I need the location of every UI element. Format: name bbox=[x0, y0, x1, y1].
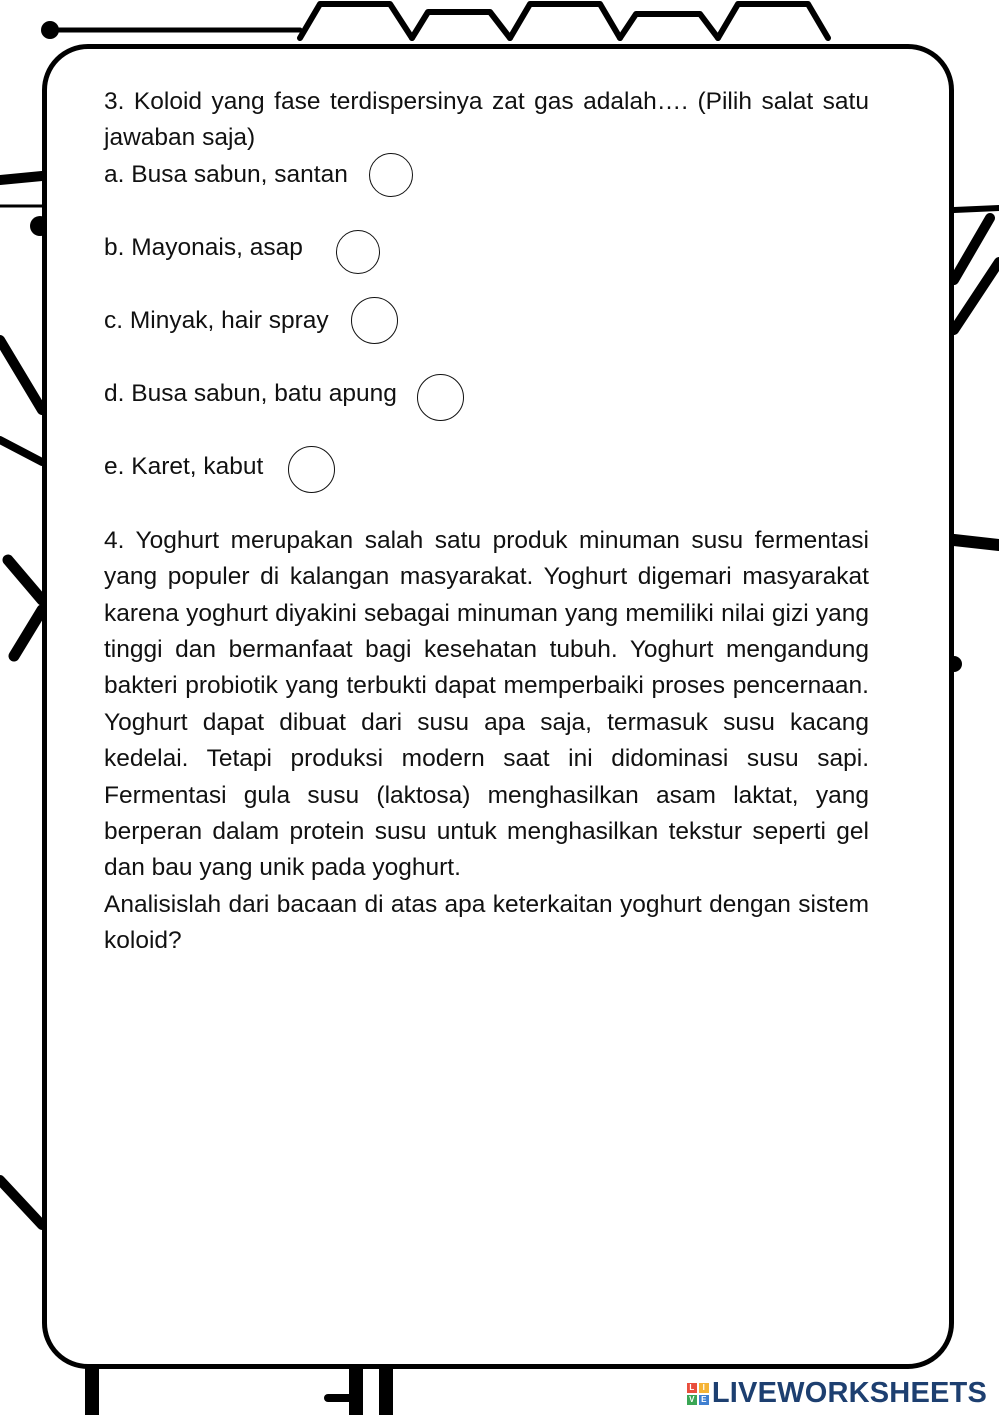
option-a-radio[interactable] bbox=[369, 153, 413, 197]
option-d-radio[interactable] bbox=[417, 374, 464, 421]
option-a-label: a. Busa sabun, santan bbox=[104, 160, 348, 188]
option-e-radio[interactable] bbox=[288, 446, 335, 493]
logo-letter: L bbox=[687, 1383, 697, 1393]
option-b-label: b. Mayonais, asap bbox=[104, 233, 303, 261]
option-a bbox=[104, 157, 869, 193]
question-4-prompt: Analisislah dari bacaan di atas apa keterkaitan yoghurt dengan sistem koloid? bbox=[104, 890, 869, 955]
option-d bbox=[104, 376, 869, 412]
option-e bbox=[104, 449, 869, 485]
option-b-radio[interactable] bbox=[336, 230, 380, 274]
logo-letter: V bbox=[687, 1395, 697, 1405]
logo-mark-icon bbox=[687, 1383, 709, 1405]
question-4 bbox=[104, 523, 869, 960]
option-c bbox=[104, 303, 869, 339]
question-4-passage: 4. Yoghurt merupakan salah satu produk minuman susu fermentasi yang populer di kalangan masyarakat. Yoghurt digemari masyarakat karena yoghurt diyakini sebagai minuman yang memiliki nilai gizi yang tinggi dan bermanfaat bagi kesehatan tubuh. Yoghurt mengandung bakteri probiotik yang terbukti dapat memperbaiki proses pencernaan. Yoghurt dapat dibuat dari susu apa saja, termasuk susu kacang kedelai. Tetapi produksi modern saat ini didominasi susu sapi. Fermentasi gula susu (laktosa) menghasilkan asam laktat, yang berperan dalam protein susu untuk menghasilkan tekstur seperti gel dan bau yang unik pada yoghurt. bbox=[104, 526, 869, 882]
option-c-label: c. Minyak, hair spray bbox=[104, 306, 329, 334]
logo-letter: I bbox=[699, 1383, 709, 1393]
option-e-label: e. Karet, kabut bbox=[104, 452, 264, 480]
question-3 bbox=[104, 84, 869, 485]
logo-text: LIVEWORKSHEETS bbox=[711, 1377, 987, 1409]
option-b bbox=[104, 230, 869, 266]
option-d-label: d. Busa sabun, batu apung bbox=[104, 379, 397, 407]
logo-letter: E bbox=[699, 1395, 709, 1405]
option-c-radio[interactable] bbox=[351, 297, 398, 344]
worksheet-content bbox=[104, 84, 869, 960]
liveworksheets-logo bbox=[687, 1379, 987, 1408]
question-3-prompt: 3. Koloid yang fase terdispersinya zat gas adalah…. (Pilih salat satu jawaban saja) bbox=[104, 88, 869, 152]
